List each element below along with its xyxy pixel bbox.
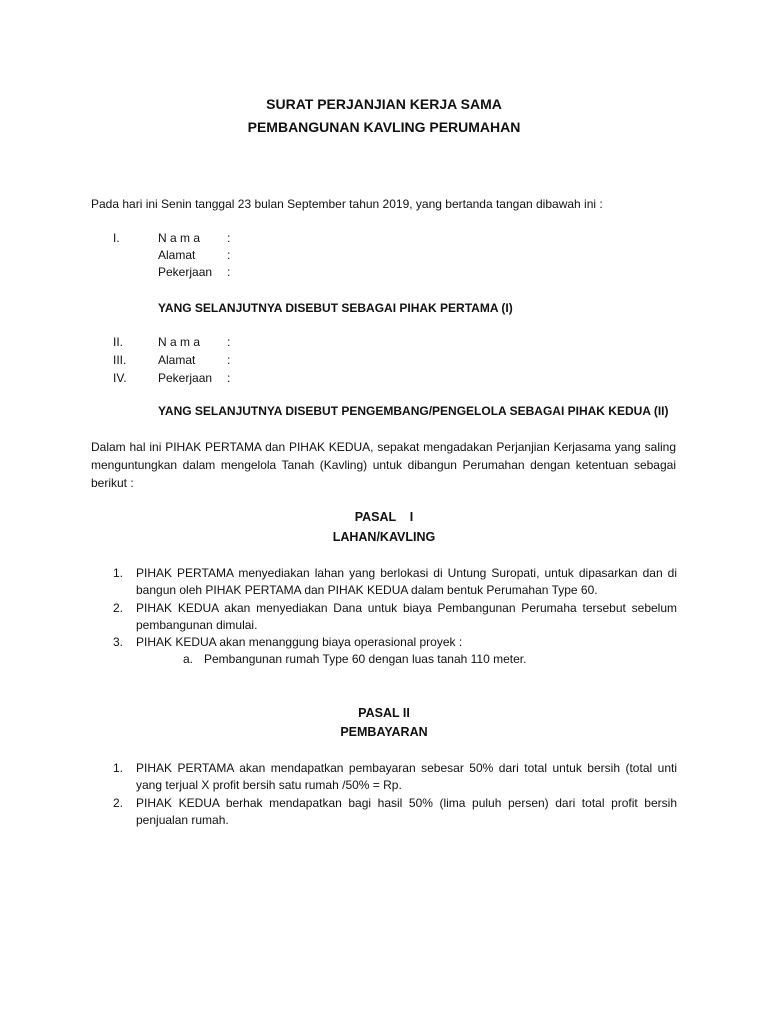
pasal2-subheading: PEMBAYARAN: [340, 725, 428, 739]
pasal1-item2-number: 2.: [113, 601, 124, 615]
pasal1-item1-number: 1.: [113, 566, 124, 580]
party2-name-colon: :: [227, 335, 231, 349]
pasal1-heading: PASAL I: [354, 510, 414, 524]
party2-designation: YANG SELANJUTNYA DISEBUT PENGEMBANG/PENGELOLA SEBAGAI PIHAK KEDUA (II): [158, 404, 669, 418]
party1-designation: YANG SELANJUTNYA DISEBUT SEBAGAI PIHAK PERTAMA (I): [158, 301, 513, 315]
party1-numeral: I.: [113, 231, 120, 245]
document-title-line-2: PEMBANGUNAN KAVLING PERUMAHAN: [247, 119, 521, 135]
pasal1-subitem-letter: a.: [183, 652, 194, 666]
party2-job-colon: :: [227, 371, 231, 385]
pasal2-item2-text: PIHAK KEDUA berhak mendapatkan bagi hasil 50% (lima puluh persen) dari total profit bersih penjualan rumah.: [136, 796, 677, 827]
party2-numeral-4: IV.: [113, 371, 127, 385]
pasal1-item3-text: PIHAK KEDUA akan menanggung biaya operasional proyek :: [136, 635, 463, 649]
pasal1-subheading: LAHAN/KAVLING: [332, 530, 436, 544]
party2-address-colon: :: [227, 353, 231, 367]
party2-numeral-3: III.: [113, 353, 127, 367]
pasal1-item2-text: PIHAK KEDUA akan menyediakan Dana untuk biaya Pembangunan Perumaha tersebut sebelum pembangunan dimulai.: [136, 601, 677, 632]
pasal2-item1-text: PIHAK PERTAMA akan mendapatkan pembayaran sebesar 50% dari total untuk bersih (total unti yang terjual X profit bersih satu rumah /50% = Rp.: [136, 761, 677, 792]
pasal2-item2-number: 2.: [113, 796, 124, 810]
party1-address-colon: :: [227, 248, 231, 262]
party1-address-label: Alamat: [158, 248, 196, 262]
intro-text: Pada hari ini Senin tanggal 23 bulan September tahun 2019, yang bertanda tangan dibawah ini :: [91, 197, 603, 211]
pasal1-item3-number: 3.: [113, 635, 124, 649]
party1-name-colon: :: [227, 231, 231, 245]
agreement-paragraph: Dalam hal ini PIHAK PERTAMA dan PIHAK KEDUA, sepakat mengadakan Perjanjian Kerjasama yang saling menguntungkan dalam mengelola Tanah (Kavling) untuk dibangun Perumahan dengan ketentuan sebagai berikut :: [91, 440, 676, 490]
party2-address-label: Alamat: [158, 353, 196, 367]
pasal1-subitem-text: Pembangunan rumah Type 60 dengan luas tanah 110 meter.: [204, 652, 527, 666]
pasal2-item1-number: 1.: [113, 761, 124, 775]
party1-job-label: Pekerjaan: [158, 265, 213, 279]
party2-job-label: Pekerjaan: [158, 371, 213, 385]
pasal1-item1-text: PIHAK PERTAMA menyediakan lahan yang berlokasi di Untung Suropati, untuk dipasarkan dan di bangun oleh PIHAK PERTAMA dan PIHAK KEDUA dalam bentuk Perumahan Type 60.: [136, 566, 677, 597]
pasal2-heading: PASAL II: [358, 706, 410, 720]
party2-name-label: N a m a: [158, 335, 201, 349]
party1-job-colon: :: [227, 265, 231, 279]
document-title-line-1: SURAT PERJANJIAN KERJA SAMA: [266, 96, 502, 112]
party2-numeral-2: II.: [113, 335, 124, 349]
party1-name-label: N a m a: [158, 231, 201, 245]
